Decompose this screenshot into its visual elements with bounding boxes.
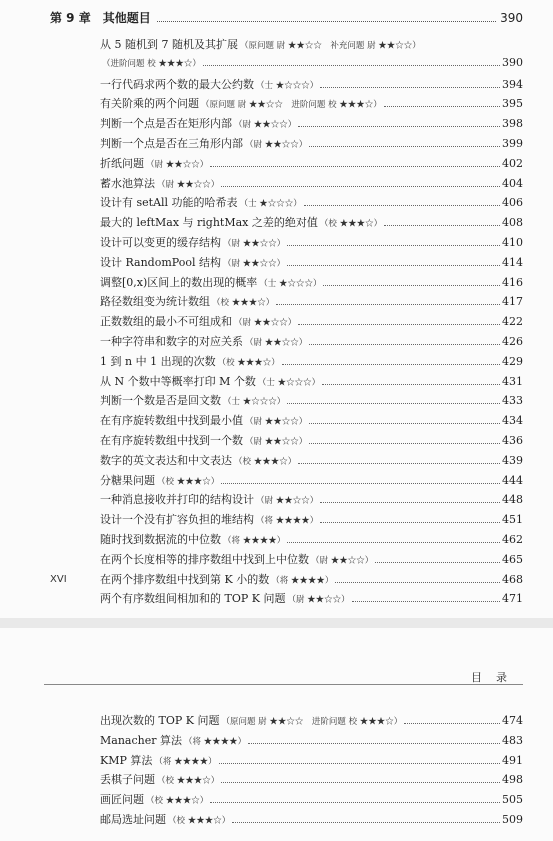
header-rule <box>44 684 523 685</box>
toc-list-upper <box>100 36 523 610</box>
toc-entry-title: 判断一个数是否是回文数 <box>100 394 221 408</box>
toc-entry-page: 498 <box>502 773 523 787</box>
toc-entry[interactable] <box>100 732 523 752</box>
toc-entry-title: 有关阶乘的两个问题 <box>100 97 199 111</box>
toc-entry-page: 426 <box>502 334 523 348</box>
toc-entry[interactable] <box>100 95 523 115</box>
difficulty-rating: （尉 ★★☆☆） <box>245 139 308 150</box>
toc-entry-title: 设计有 setAll 功能的哈希表 <box>100 196 238 210</box>
toc-entry[interactable] <box>100 392 523 412</box>
toc-entry-page: 444 <box>502 473 523 487</box>
difficulty-rating: （尉 ★★☆☆） <box>245 417 308 428</box>
toc-entry-page: 483 <box>502 733 523 747</box>
toc-entry-page: 404 <box>502 176 523 190</box>
dot-leader <box>287 542 500 543</box>
toc-entry-title: 随时找到数据流的中位数 <box>100 532 221 546</box>
difficulty-rating: （将 ★★★★） <box>183 736 247 747</box>
toc-entry-page: 491 <box>502 753 523 767</box>
difficulty-rating: （尉 ★★☆☆） <box>223 238 286 249</box>
running-header: 目录 <box>471 671 521 684</box>
difficulty-rating: （士 ★☆☆☆） <box>223 397 286 408</box>
toc-entry[interactable] <box>100 472 523 492</box>
toc-entry[interactable] <box>100 56 523 76</box>
toc-entry-title: 在两个长度相等的排序数组中找到上中位数 <box>100 552 309 566</box>
difficulty-rating: （将 ★★★★） <box>256 516 319 527</box>
toc-entry-title: 正数数组的最小不可组成和 <box>100 315 232 329</box>
toc-entry-page: 410 <box>502 235 523 249</box>
toc-entry[interactable] <box>100 353 523 373</box>
difficulty-rating: （尉 ★★☆☆） <box>287 595 350 606</box>
difficulty-rating: （校 ★★★☆） <box>319 219 383 230</box>
toc-entry[interactable] <box>100 811 523 831</box>
difficulty-rating: （校 ★★★☆） <box>157 776 220 787</box>
dot-leader <box>287 245 500 246</box>
dot-leader <box>384 106 500 107</box>
chapter-page: 390 <box>500 11 523 25</box>
toc-entry[interactable] <box>100 791 523 811</box>
dot-leader <box>404 723 500 724</box>
toc-entry-title: 设计 RandomPool 结构 <box>100 255 221 269</box>
toc-entry[interactable] <box>100 590 523 610</box>
toc-entry[interactable] <box>100 214 523 234</box>
toc-entry[interactable] <box>100 36 523 56</box>
toc-entry[interactable] <box>100 194 523 214</box>
dot-leader <box>309 344 500 345</box>
toc-entry-page: 465 <box>502 552 523 566</box>
toc-entry-title: 设计一个没有扩容负担的堆结构 <box>100 513 254 527</box>
toc-entry[interactable] <box>100 274 523 294</box>
toc-entry-page: 434 <box>502 414 523 428</box>
toc-entry-page: 398 <box>502 117 523 131</box>
difficulty-rating: （尉 ★★☆☆） <box>234 318 297 329</box>
dot-leader <box>320 502 500 503</box>
toc-entry-page: 422 <box>502 315 523 329</box>
toc-list-lower <box>100 712 523 831</box>
toc-entry[interactable] <box>100 175 523 195</box>
difficulty-rating: （尉 ★★☆☆） <box>245 337 308 348</box>
toc-entry-title: 蓄水池算法 <box>100 176 155 190</box>
toc-entry[interactable] <box>100 313 523 333</box>
dot-leader <box>210 802 500 803</box>
difficulty-rating: （将 ★★★★） <box>223 535 286 546</box>
toc-entry-title: 在有序旋转数组中找到最小值 <box>100 414 243 428</box>
difficulty-rating: （校 ★★★☆） <box>217 357 280 368</box>
toc-entry-page: 408 <box>502 216 523 230</box>
page-lower <box>0 628 553 841</box>
toc-entry-title: 两个有序数组间相加和的 TOP K 问题 <box>100 592 286 606</box>
dot-leader <box>276 304 500 305</box>
dot-leader <box>248 743 500 744</box>
toc-entry-page: 433 <box>502 394 523 408</box>
toc-entry[interactable] <box>100 412 523 432</box>
toc-entry-title: Manacher 算法 <box>100 733 182 747</box>
difficulty-rating: （尉 ★★☆☆） <box>234 120 297 131</box>
toc-entry-title: 出现次数的 TOP K 问题 <box>100 714 220 727</box>
chapter-number: 第 9 章 <box>50 11 91 25</box>
toc-entry-page: 395 <box>502 97 523 111</box>
difficulty-rating: （尉 ★★☆☆） <box>311 555 374 566</box>
toc-entry[interactable] <box>100 135 523 155</box>
difficulty-rating: （原问题 尉 ★★☆☆ 进阶问题 校 ★★★☆） <box>221 717 403 727</box>
toc-entry-title: 从 5 随机到 7 随机及其扩展 <box>100 38 238 51</box>
dot-leader <box>232 822 500 823</box>
toc-entry-title: 一种字符串和数字的对应关系 <box>100 334 243 348</box>
difficulty-rating: （士 ★☆☆☆） <box>239 199 302 210</box>
toc-entry[interactable] <box>100 115 523 135</box>
dot-leader <box>298 463 500 464</box>
toc-entry-page: 390 <box>502 55 523 69</box>
toc-entry[interactable] <box>100 452 523 472</box>
toc-entry-page: 417 <box>502 295 523 309</box>
dot-leader <box>221 483 500 484</box>
dot-leader <box>221 782 500 783</box>
dot-leader <box>210 166 500 167</box>
difficulty-rating: （将 ★★★★） <box>154 756 217 767</box>
toc-entry-title: 丢棋子问题 <box>100 773 155 787</box>
dot-leader <box>320 522 500 523</box>
toc-entry-page: 436 <box>502 433 523 447</box>
toc-entry-page: 416 <box>502 275 523 289</box>
difficulty-rating: （校 ★★★☆） <box>146 796 209 807</box>
toc-entry-page: 406 <box>502 196 523 210</box>
toc-entry[interactable] <box>100 373 523 393</box>
dot-leader <box>309 423 500 424</box>
dot-leader <box>384 225 500 226</box>
toc-entry-title: 分糖果问题 <box>100 473 155 487</box>
difficulty-rating: （尉 ★★☆☆） <box>157 179 220 190</box>
difficulty-rating: （士 ★☆☆☆） <box>257 377 321 388</box>
toc-entry-page: 468 <box>502 572 523 586</box>
toc-entry-page: 394 <box>502 77 523 91</box>
difficulty-rating: （原问题 尉 ★★☆☆ 进阶问题 校 ★★★☆） <box>201 100 382 111</box>
chapter-title: 其他题目 <box>102 11 151 25</box>
toc-entry-page: 402 <box>502 156 523 170</box>
toc-entry-page: 509 <box>502 812 523 826</box>
toc-entry-title: 从 N 个数中等概率打印 M 个数 <box>100 374 256 388</box>
toc-entry-title: 设计可以变更的缓存结构 <box>100 235 221 249</box>
toc-entry-title: 邮局选址问题 <box>100 812 166 826</box>
toc-entry[interactable] <box>100 551 523 571</box>
dot-leader <box>320 87 500 88</box>
toc-entry-title: 折纸问题 <box>100 156 144 170</box>
difficulty-rating: （尉 ★★☆☆） <box>245 436 308 447</box>
difficulty-rating: （原问题 尉 ★★☆☆ 补充问题 尉 ★★☆☆） <box>239 41 421 51</box>
toc-entry[interactable] <box>100 511 523 531</box>
difficulty-rating: （尉 ★★☆☆） <box>222 258 286 269</box>
toc-entry-page: 414 <box>502 255 523 269</box>
toc-entry[interactable] <box>100 491 523 511</box>
dot-leader <box>304 205 500 206</box>
toc-entry[interactable] <box>100 254 523 274</box>
dot-leader <box>157 21 496 22</box>
toc-entry-title: 判断一个点是否在三角形内部 <box>100 136 243 150</box>
difficulty-rating: （校 ★★★☆） <box>168 815 231 826</box>
toc-entry[interactable] <box>100 712 523 732</box>
dot-leader <box>287 265 500 266</box>
toc-entry[interactable] <box>100 333 523 353</box>
toc-entry[interactable] <box>100 293 523 313</box>
toc-entry[interactable] <box>100 234 523 254</box>
toc-entry-page: 451 <box>502 513 523 527</box>
difficulty-rating: （士 ★☆☆☆） <box>259 278 322 289</box>
toc-entry[interactable] <box>100 771 523 791</box>
dot-leader <box>322 384 500 385</box>
dot-leader <box>352 601 500 602</box>
dot-leader <box>298 324 500 325</box>
dot-leader <box>375 562 500 563</box>
toc-entry[interactable] <box>100 571 523 591</box>
toc-entry[interactable] <box>100 155 523 175</box>
toc-entry[interactable] <box>100 752 523 772</box>
toc-entry-page: 439 <box>502 453 523 467</box>
toc-entry-page: 505 <box>502 793 523 807</box>
toc-entry-page: 399 <box>502 136 523 150</box>
page-number-roman: XVI <box>50 574 67 585</box>
toc-entry-title: 最大的 leftMax 与 rightMax 之差的绝对值 <box>100 216 318 230</box>
dot-leader <box>203 65 500 66</box>
toc-entry-page: 471 <box>502 592 523 606</box>
dot-leader <box>221 186 500 187</box>
toc-entry-title: 调整[0,x)区间上的数出现的概率 <box>100 275 258 289</box>
toc-entry[interactable] <box>100 531 523 551</box>
toc-entry[interactable] <box>100 432 523 452</box>
toc-entry-title: 1 到 n 中 1 出现的次数 <box>100 354 216 368</box>
dot-leader <box>323 285 500 286</box>
difficulty-rating: （进阶问题 校 ★★★☆） <box>102 58 201 69</box>
difficulty-rating: （尉 ★★☆☆） <box>256 496 319 507</box>
dot-leader <box>282 364 500 365</box>
toc-entry-title: KMP 算法 <box>100 753 153 767</box>
toc-entry-title: 数字的英文表达和中文表达 <box>100 453 232 467</box>
toc-entry-page: 431 <box>502 374 523 388</box>
toc-entry-page: 462 <box>502 532 523 546</box>
toc-entry-title: 一行代码求两个数的最大公约数 <box>100 77 254 91</box>
difficulty-rating: （士 ★☆☆☆） <box>256 80 319 91</box>
toc-entry-page: 429 <box>502 354 523 368</box>
toc-entry-title: 路径数组变为统计数组 <box>100 295 210 309</box>
difficulty-rating: （校 ★★★☆） <box>157 476 220 487</box>
difficulty-rating: （校 ★★★☆） <box>212 298 275 309</box>
toc-entry-page: 474 <box>502 714 523 727</box>
dot-leader <box>219 763 500 764</box>
difficulty-rating: （将 ★★★★） <box>271 575 334 586</box>
toc-entry-title: 在两个排序数组中找到第 K 小的数 <box>100 572 270 586</box>
toc-entry-title: 一种消息接收并打印的结构设计 <box>100 493 254 507</box>
toc-entry-title: 判断一个点是否在矩形内部 <box>100 117 232 131</box>
dot-leader <box>298 126 500 127</box>
difficulty-rating: （尉 ★★☆☆） <box>146 159 209 170</box>
dot-leader <box>335 582 500 583</box>
toc-entry[interactable] <box>100 76 523 96</box>
difficulty-rating: （校 ★★★☆） <box>234 456 297 467</box>
chapter-heading[interactable] <box>50 9 523 26</box>
dot-leader <box>287 403 500 404</box>
dot-leader <box>309 146 500 147</box>
dot-leader <box>309 443 500 444</box>
toc-entry-title: 在有序旋转数组中找到一个数 <box>100 433 243 447</box>
toc-entry-title: 画匠问题 <box>100 793 144 807</box>
toc-entry-page: 448 <box>502 493 523 507</box>
